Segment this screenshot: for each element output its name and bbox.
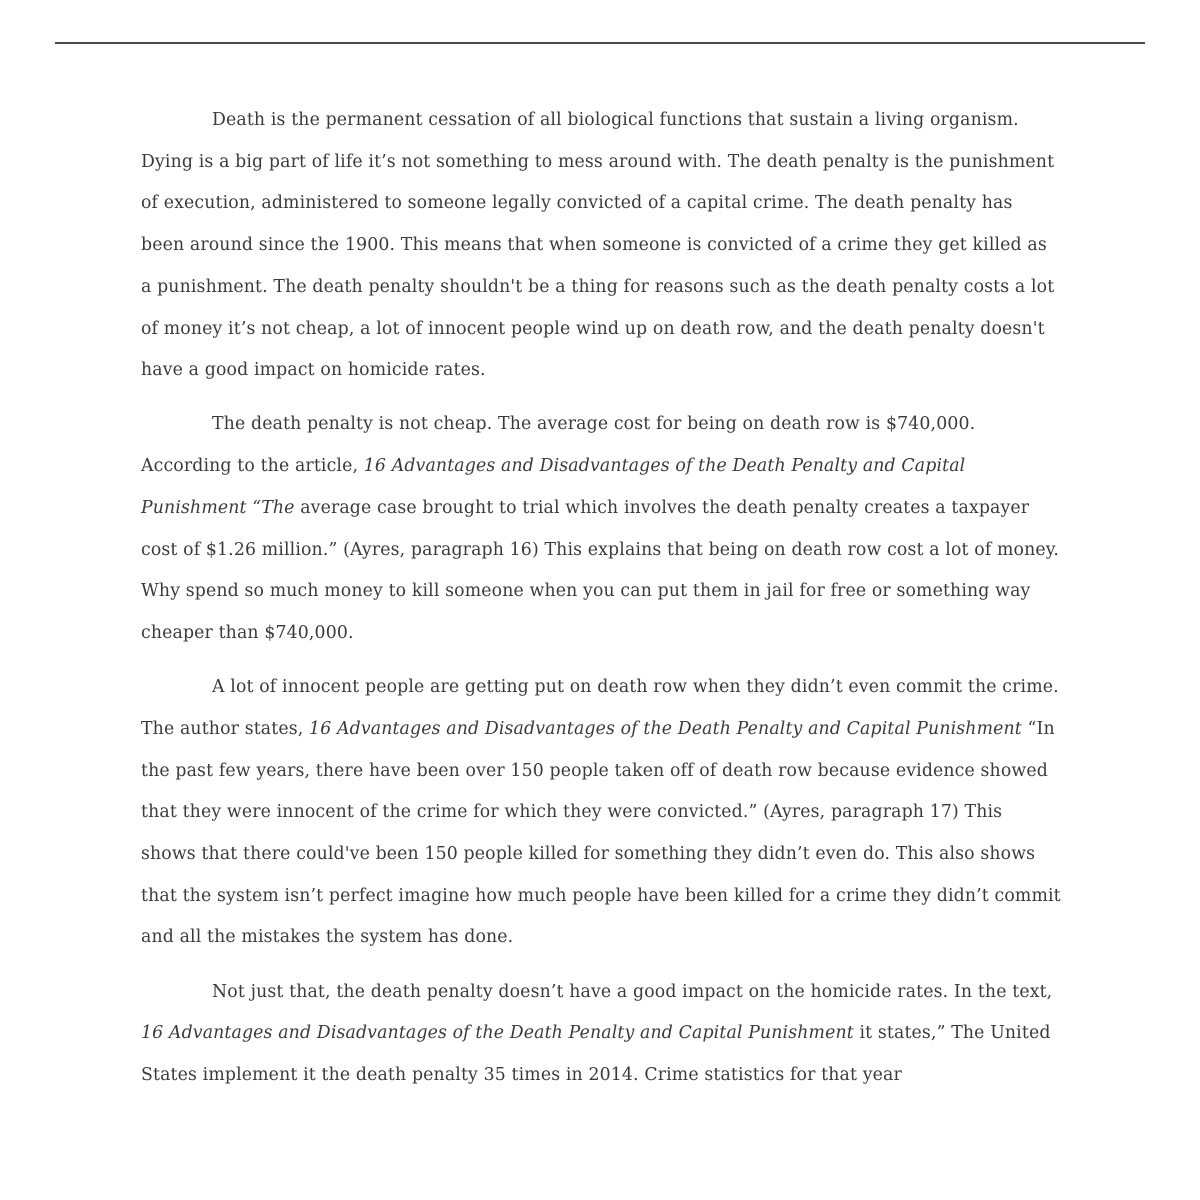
header-divider <box>55 42 1145 44</box>
paragraph-homicide <box>141 972 1061 1097</box>
paragraph-text: The death penalty is not cheap. The average cost for being on death row is $740,000. According to the article, <box>141 414 976 477</box>
source-title-italic: 16 Advantages and Disadvantages of the Death Penalty and Capital Punishment “The <box>141 456 966 518</box>
paragraph-text: average case brought to trial which involves the death penalty creates a taxpayer cost of $1.26 million.” (Ayres, paragraph 16) This explains that being on death row cost a lot of money. Why spend so much money to kill someone when you can put them in jail for free or something way cheaper than $740,000. <box>141 497 1060 643</box>
paragraph-text: “In the past few years, there have been over 150 people taken off of death row because evidence showed that they were innocent of the crime for which they were convicted.” (Ayres, paragraph 17) This shows that there could've been 150 people killed for something they didn’t even do. This also shows that the system isn’t perfect imagine how much people have been killed for a crime they didn’t commit and all the mistakes the system has done. <box>141 718 1061 948</box>
source-title-italic: 16 Advantages and Disadvantages of the Death Penalty and Capital Punishment <box>309 718 1022 739</box>
paragraph-text: Death is the permanent cessation of all biological functions that sustain a living organism. Dying is a big part of life it’s not something to mess around with. The death penalty is the punishment of execution, administered to someone legally convicted of a capital crime. The death penalty has been around since the 1900. This means that when someone is convicted of a crime they get killed as a punishment. The death penalty shouldn't be a thing for reasons such as the death penalty costs a lot of money it’s not cheap, a lot of innocent people wind up on death row, and the death penalty doesn't have a good impact on homicide rates. <box>141 110 1055 381</box>
paragraph-innocent <box>141 667 1061 959</box>
paragraph-text: it states,” The United States implement it the death penalty 35 times in 2014. Crime statistics for that year <box>141 1023 1051 1085</box>
paragraph-text: A lot of innocent people are getting put on death row when they didn’t even commit the crime. The author states, <box>141 677 1059 739</box>
paragraph-cost <box>141 404 1061 654</box>
essay-body <box>141 100 1061 1109</box>
paragraph-intro <box>141 100 1061 392</box>
source-title-italic: 16 Advantages and Disadvantages of the Death Penalty and Capital Punishment <box>141 1023 854 1044</box>
paragraph-text: Not just that, the death penalty doesn’t have a good impact on the homicide rates. In the text, <box>212 981 1053 1002</box>
